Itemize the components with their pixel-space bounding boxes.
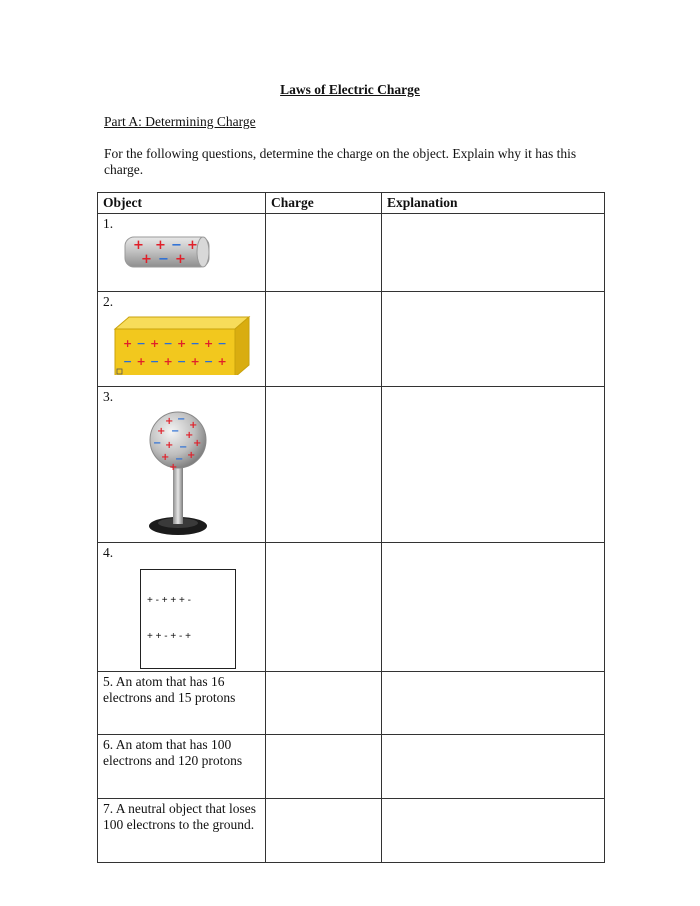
table-row (98, 543, 605, 672)
minus-sign: − (163, 337, 173, 350)
minus-sign: − (217, 337, 227, 350)
charge-cell[interactable] (266, 292, 382, 387)
rod-sign: − (158, 252, 169, 267)
plus-sign: + (187, 450, 196, 461)
plus-sign: + (204, 337, 214, 350)
plus-sign: + (150, 337, 160, 350)
header-explanation: Explanation (382, 193, 605, 214)
plus-sign: + (123, 337, 133, 350)
rod-sign: + (141, 252, 152, 267)
block-top (115, 317, 249, 329)
instructions-text: For the following questions, determine the charge on the object. Explain why it has this charge. (104, 146, 577, 177)
rod-sign: + (133, 238, 144, 253)
plus-sign: + (190, 355, 200, 368)
explanation-cell[interactable] (382, 543, 605, 672)
minus-sign: − (190, 337, 200, 350)
table-row (98, 799, 605, 863)
charge-table (97, 192, 605, 863)
object-cell: 6. An atom that has 100 electrons and 120 protons (98, 735, 266, 799)
plus-sign: + (185, 430, 194, 441)
rod-sign: − (171, 238, 182, 253)
rod-sign: + (175, 252, 186, 267)
object-cell (98, 292, 266, 387)
charge-box-line: + - + + + - (147, 595, 191, 606)
explanation-cell[interactable] (382, 735, 605, 799)
explanation-cell[interactable] (382, 292, 605, 387)
plus-sign: + (193, 438, 202, 449)
explanation-cell[interactable] (382, 799, 605, 863)
plus-sign: + (157, 426, 166, 437)
plus-sign: + (165, 440, 174, 451)
charge-cell[interactable] (266, 543, 382, 672)
table-row (98, 672, 605, 735)
object-cell (98, 214, 266, 292)
object-cell (98, 543, 266, 672)
table-row (98, 387, 605, 543)
row-label: 3. (103, 389, 114, 404)
minus-sign: − (150, 355, 160, 368)
minus-sign: − (171, 426, 180, 437)
minus-sign: − (177, 355, 187, 368)
minus-sign: − (179, 442, 188, 453)
object-cell: 7. A neutral object that loses 100 electrons to the ground. (98, 799, 266, 863)
charged-sphere-image (103, 404, 253, 540)
row-label: 2. (103, 294, 114, 309)
charge-box-line: + + - + - + (147, 631, 191, 642)
plus-sign: + (165, 416, 174, 427)
plus-sign: + (161, 452, 170, 463)
page-title: Laws of Electric Charge (280, 82, 420, 97)
part-heading: Part A: Determining Charge (104, 114, 256, 129)
explanation-cell[interactable] (382, 387, 605, 543)
minus-sign: − (177, 414, 186, 425)
minus-sign: − (175, 454, 184, 465)
minus-sign: − (136, 337, 146, 350)
header-object: Object (98, 193, 266, 214)
table-row (98, 214, 605, 292)
charge-cell[interactable] (266, 799, 382, 863)
plus-sign: + (163, 355, 173, 368)
charged-rod-image (103, 231, 215, 275)
row-label: 1. (103, 216, 114, 231)
block-front (115, 329, 235, 375)
plus-sign: + (136, 355, 146, 368)
charged-block-image (103, 309, 253, 375)
table-header-row (98, 193, 605, 214)
rod-sign: + (187, 238, 198, 253)
header-charge: Charge (266, 193, 382, 214)
plus-sign: + (189, 420, 198, 431)
minus-sign: − (153, 438, 162, 449)
explanation-cell[interactable] (382, 672, 605, 735)
explanation-cell[interactable] (382, 214, 605, 292)
minus-sign: − (204, 355, 214, 368)
rod-sign: + (155, 238, 166, 253)
charge-cell[interactable] (266, 387, 382, 543)
plus-sign: + (177, 337, 187, 350)
table-row (98, 735, 605, 799)
minus-sign: − (123, 355, 133, 368)
row-label: 4. (103, 545, 114, 560)
charge-box (140, 569, 236, 669)
charge-cell[interactable] (266, 735, 382, 799)
plus-sign: + (169, 462, 178, 473)
object-cell (98, 387, 266, 543)
charge-cell[interactable] (266, 214, 382, 292)
table-row (98, 292, 605, 387)
object-cell: 5. An atom that has 16 electrons and 15 protons (98, 672, 266, 735)
plus-sign: + (217, 355, 227, 368)
rod-end (197, 237, 209, 267)
charge-cell[interactable] (266, 672, 382, 735)
